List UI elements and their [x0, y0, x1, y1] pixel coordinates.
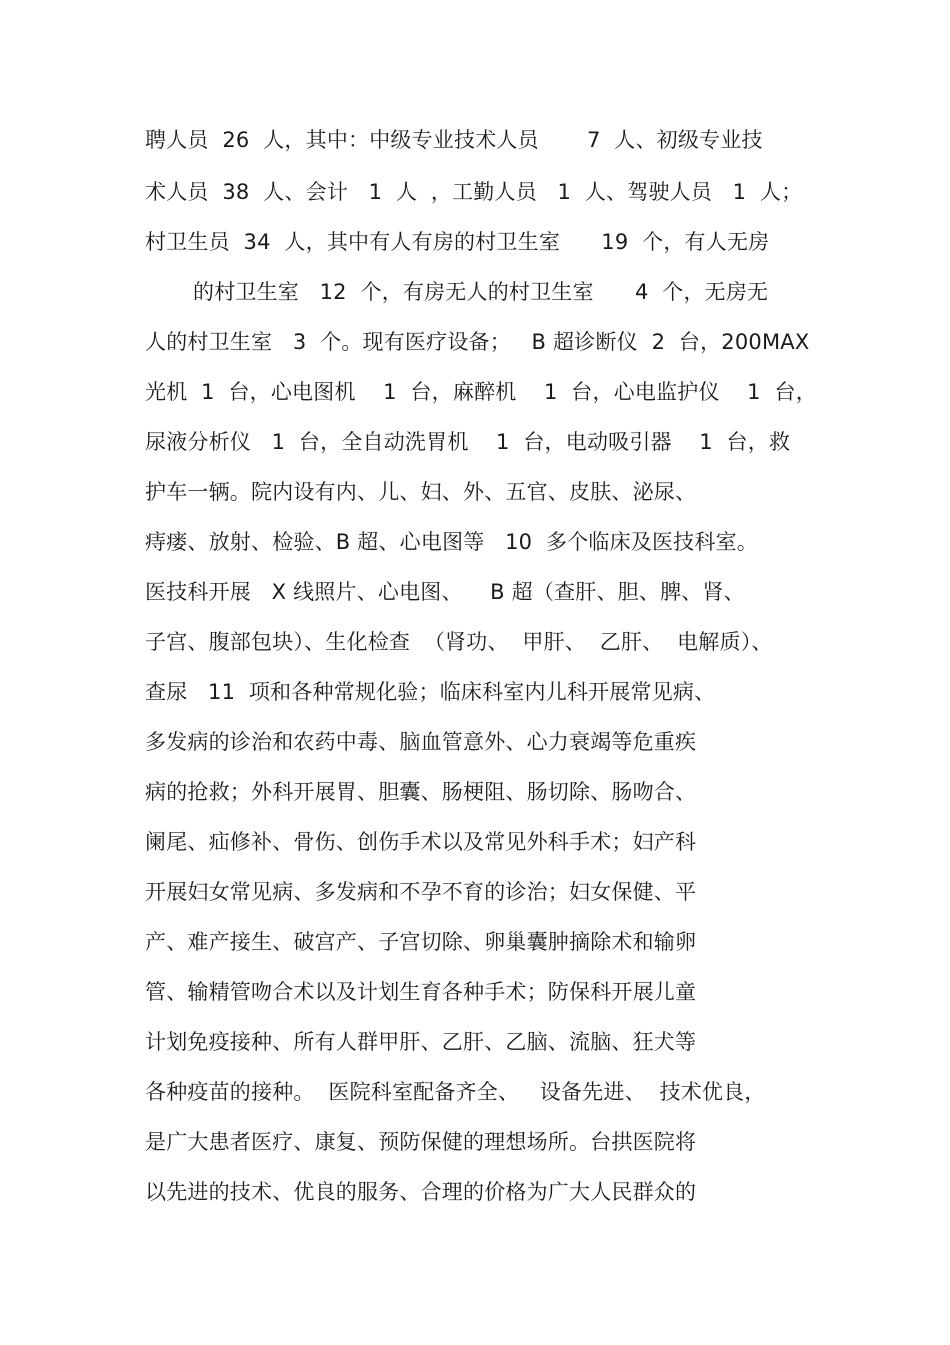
text-line: 尿液分析仪 1 台，全自动洗胃机 1 台，电动吸引器 1 台，救	[145, 430, 791, 454]
text-line: 查尿 11 项和各种常规化验；临床科室内儿科开展常见病、	[145, 680, 716, 704]
text-line: 医技科开展 X 线照片、心电图、 B 超（查肝、胆、脾、肾、	[145, 580, 745, 604]
text-line: 计划免疫接种、所有人群甲肝、乙肝、乙脑、流脑、狂犬等	[145, 1030, 697, 1054]
text-line: 痔瘘、放射、检验、B 超、心电图等 10 多个临床及医技科室。	[145, 530, 758, 554]
text-line: 以先进的技术、优良的服务、合理的价格为广大人民群众的	[145, 1180, 697, 1204]
text-line: 光机 1 台，心电图机 1 台，麻醉机 1 台，心电监护仪 1 台，	[145, 380, 817, 404]
text-line: 术人员 38 人、会计 1 人 ，工勤人员 1 人、驾驶人员 1 人；	[145, 180, 803, 204]
text-line: 聘人员 26 人，其中：中级专业技术人员 7 人、初级专业技	[145, 128, 763, 152]
text-line: 是广大患者医疗、康复、预防保健的理想场所。台拱医院将	[145, 1130, 697, 1154]
text-line: 病的抢救；外科开展胃、胆囊、肠梗阻、肠切除、肠吻合、	[145, 780, 697, 804]
text-line: 的村卫生室 12 个，有房无人的村卫生室 4 个，无房无	[193, 280, 769, 304]
text-line: 子宫、腹部包块）、生化检查 （肾功、 甲肝、 乙肝、 电解质）、	[145, 630, 773, 654]
text-line: 人的村卫生室 3 个。现有医疗设备； B 超诊断仪 2 台，200MAX	[145, 330, 810, 354]
text-line: 村卫生员 34 人，其中有人有房的村卫生室 19 个，有人无房	[145, 230, 770, 254]
text-line: 阑尾、疝修补、骨伤、创伤手术以及常见外科手术；妇产科	[145, 830, 697, 854]
text-line: 护车一辆。院内设有内、儿、妇、外、五官、皮肤、泌尿、	[145, 480, 697, 504]
text-line: 多发病的诊治和农药中毒、脑血管意外、心力衰竭等危重疾	[145, 730, 697, 754]
text-line: 管、输精管吻合术以及计划生育各种手术；防保科开展儿童	[145, 980, 697, 1004]
text-line: 产、难产接生、破宫产、子宫切除、卵巢囊肿摘除术和输卵	[145, 930, 697, 954]
text-line: 各种疫苗的接种。 医院科室配备齐全、 设备先进、 技术优良，	[145, 1080, 766, 1104]
text-line: 开展妇女常见病、多发病和不孕不育的诊治；妇女保健、平	[145, 880, 697, 904]
